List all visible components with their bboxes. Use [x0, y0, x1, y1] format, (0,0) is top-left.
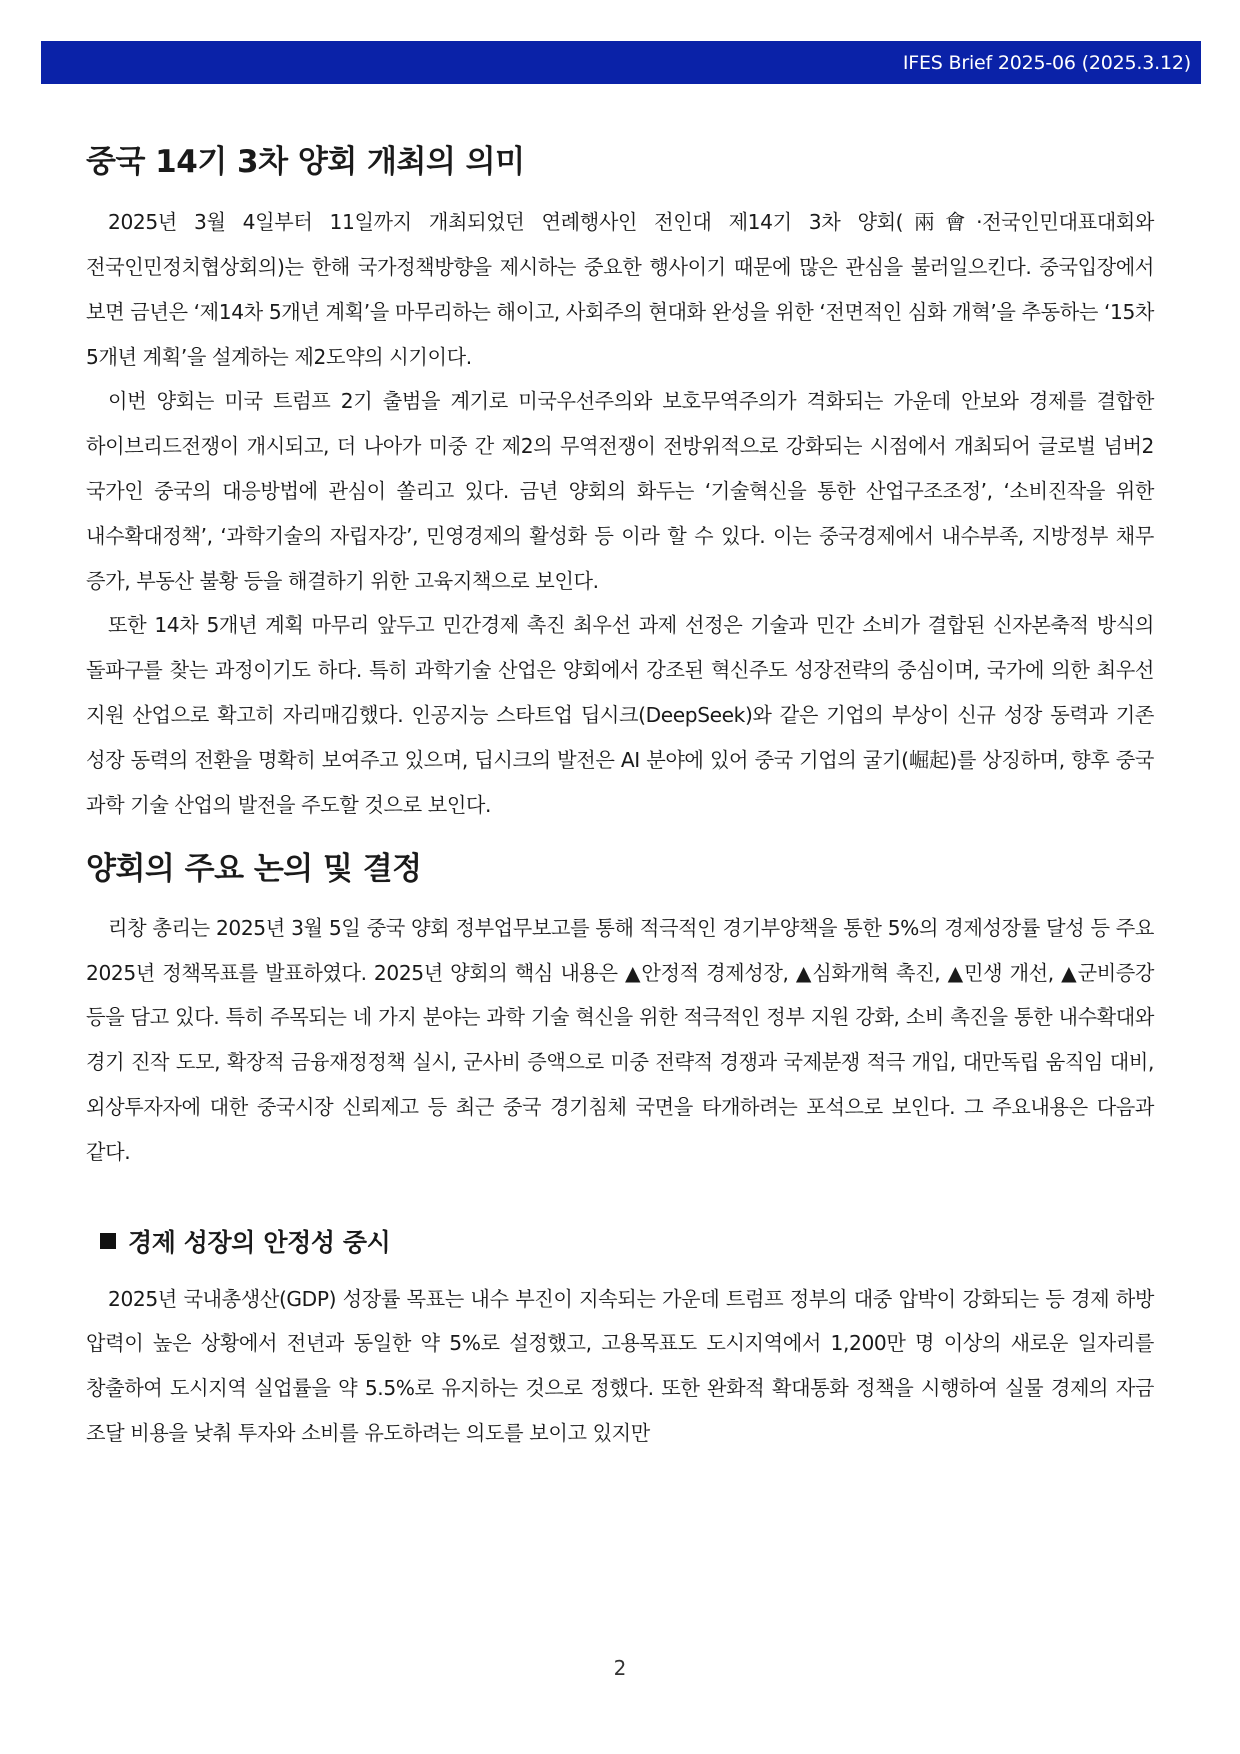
- square-bullet-icon: [100, 1233, 116, 1249]
- page-number: 2: [613, 1656, 627, 1680]
- header-bar: [41, 41, 1201, 84]
- paragraph: 또한 14차 5개년 계획 마무리 앞두고 민간경제 촉진 최우선 과제 선정은 기술과 민간 소비가 결합된 신자본축적 방식의 돌파구를 찾는 과정이기도 하다. 특히 과학기술 산업은 양회에서 강조된 혁신주도 성장전략의 중심이며, 국가에 의한 최우선 지원 산업으로 확고히 자리매김했다. 인공지능 스타트업 딥시크(DeepSeek)와 같은 기업의 부상이 신규 성장 동력과 기존 성장 동력의 전환을 명확히 보여주고 있으며, 딥시크의 발전은 AI 분야에 있어 중국 기업의 굴기(崛起)를 상징하며, 향후 중국 과학 기술 산업의 발전을 주도할 것으로 보인다.: [86, 613, 1154, 817]
- subsection-title-text: 경제 성장의 안정성 중시: [128, 1227, 391, 1257]
- section-title-significance: 중국 14기 3차 양회 개최의 의미: [86, 144, 525, 180]
- paragraph: 리창 총리는 2025년 3월 5일 중국 양회 정부업무보고를 통해 적극적인 경기부양책을 통한 5%의 경제성장률 달성 등 주요 2025년 정책목표를 발표하였다. 2025년 양회의 핵심 내용은 ▲안정적 경제성장, ▲심화개혁 촉진, ▲민생 개선, ▲군비증강 등을 담고 있다. 특히 주목되는 네 가지 분야는 과학 기술 혁신을 위한 적극적인 정부 지원 강화, 소비 촉진을 통한 내수확대와 경기 진작 도모, 확장적 금융재정정책 실시, 군사비 증액으로 미중 전략적 경쟁과 국제분쟁 적극 개입, 대만독립 움직임 대비, 외상투자자에 대한 중국시장 신뢰제고 등 최근 중국 경기침체 국면을 타개하려는 포석으로 보인다. 그 주요내용은 다음과 같다.: [86, 915, 1154, 1164]
- paragraph: 2025년 3월 4일부터 11일까지 개최되었던 연례행사인 전인대 제14기 3차 양회(兩會·전국인민대표대회와 전국인민정치협상회의)는 한해 국가정책방향을 제시하는 중요한 행사이기 때문에 많은 관심을 불러일으킨다. 중국입장에서 보면 금년은 ‘제14차 5개년 계획’을 마무리하는 해이고, 사회주의 현대화 완성을 위한 ‘전면적인 심화 개혁’을 추동하는 ‘15차 5개년 계획’을 설계하는 제2도약의 시기이다.: [86, 210, 1154, 369]
- paragraph: 2025년 국내총생산(GDP) 성장률 목표는 내수 부진이 지속되는 가운데 트럼프 정부의 대중 압박이 강화되는 등 경제 하방 압력이 높은 상황에서 전년과 동일한 약 5%로 설정했고, 고용목표도 도시지역에서 1,200만 명 이상의 새로운 일자리를 창출하여 도시지역 실업률을 약 5.5%로 유지하는 것으로 정했다. 또한 완화적 확대통화 정책을 시행하여 실물 경제의 자금 조달 비용을 낮춰 투자와 소비를 유도하려는 의도를 보이고 있지만: [86, 1286, 1154, 1445]
- paragraph: 이번 양회는 미국 트럼프 2기 출범을 계기로 미국우선주의와 보호무역주의가 격화되는 가운데 안보와 경제를 결합한 하이브리드전쟁이 개시되고, 더 나아가 미중 간 제2의 무역전쟁이 전방위적으로 강화되는 시점에서 개최되어 글로벌 넘버2 국가인 중국의 대응방법에 관심이 쏠리고 있다. 금년 양회의 화두는 ‘기술혁신을 통한 산업구조조정’, ‘소비진작을 위한 내수확대정책’, ‘과학기술의 자립자강’, 민영경제의 활성화 등 이라 할 수 있다. 이는 중국경제에서 내수부족, 지방정부 채무 증가, 부동산 불황 등을 해결하기 위한 고육지책으로 보인다.: [86, 389, 1154, 593]
- subsection-title: [100, 1223, 1154, 1259]
- brief-label: IFES Brief 2025-06 (2025.3.12): [902, 51, 1191, 74]
- section-title-main-decisions: 양회의 주요 논의 및 결정: [86, 851, 422, 888]
- document-body: [86, 130, 1154, 1456]
